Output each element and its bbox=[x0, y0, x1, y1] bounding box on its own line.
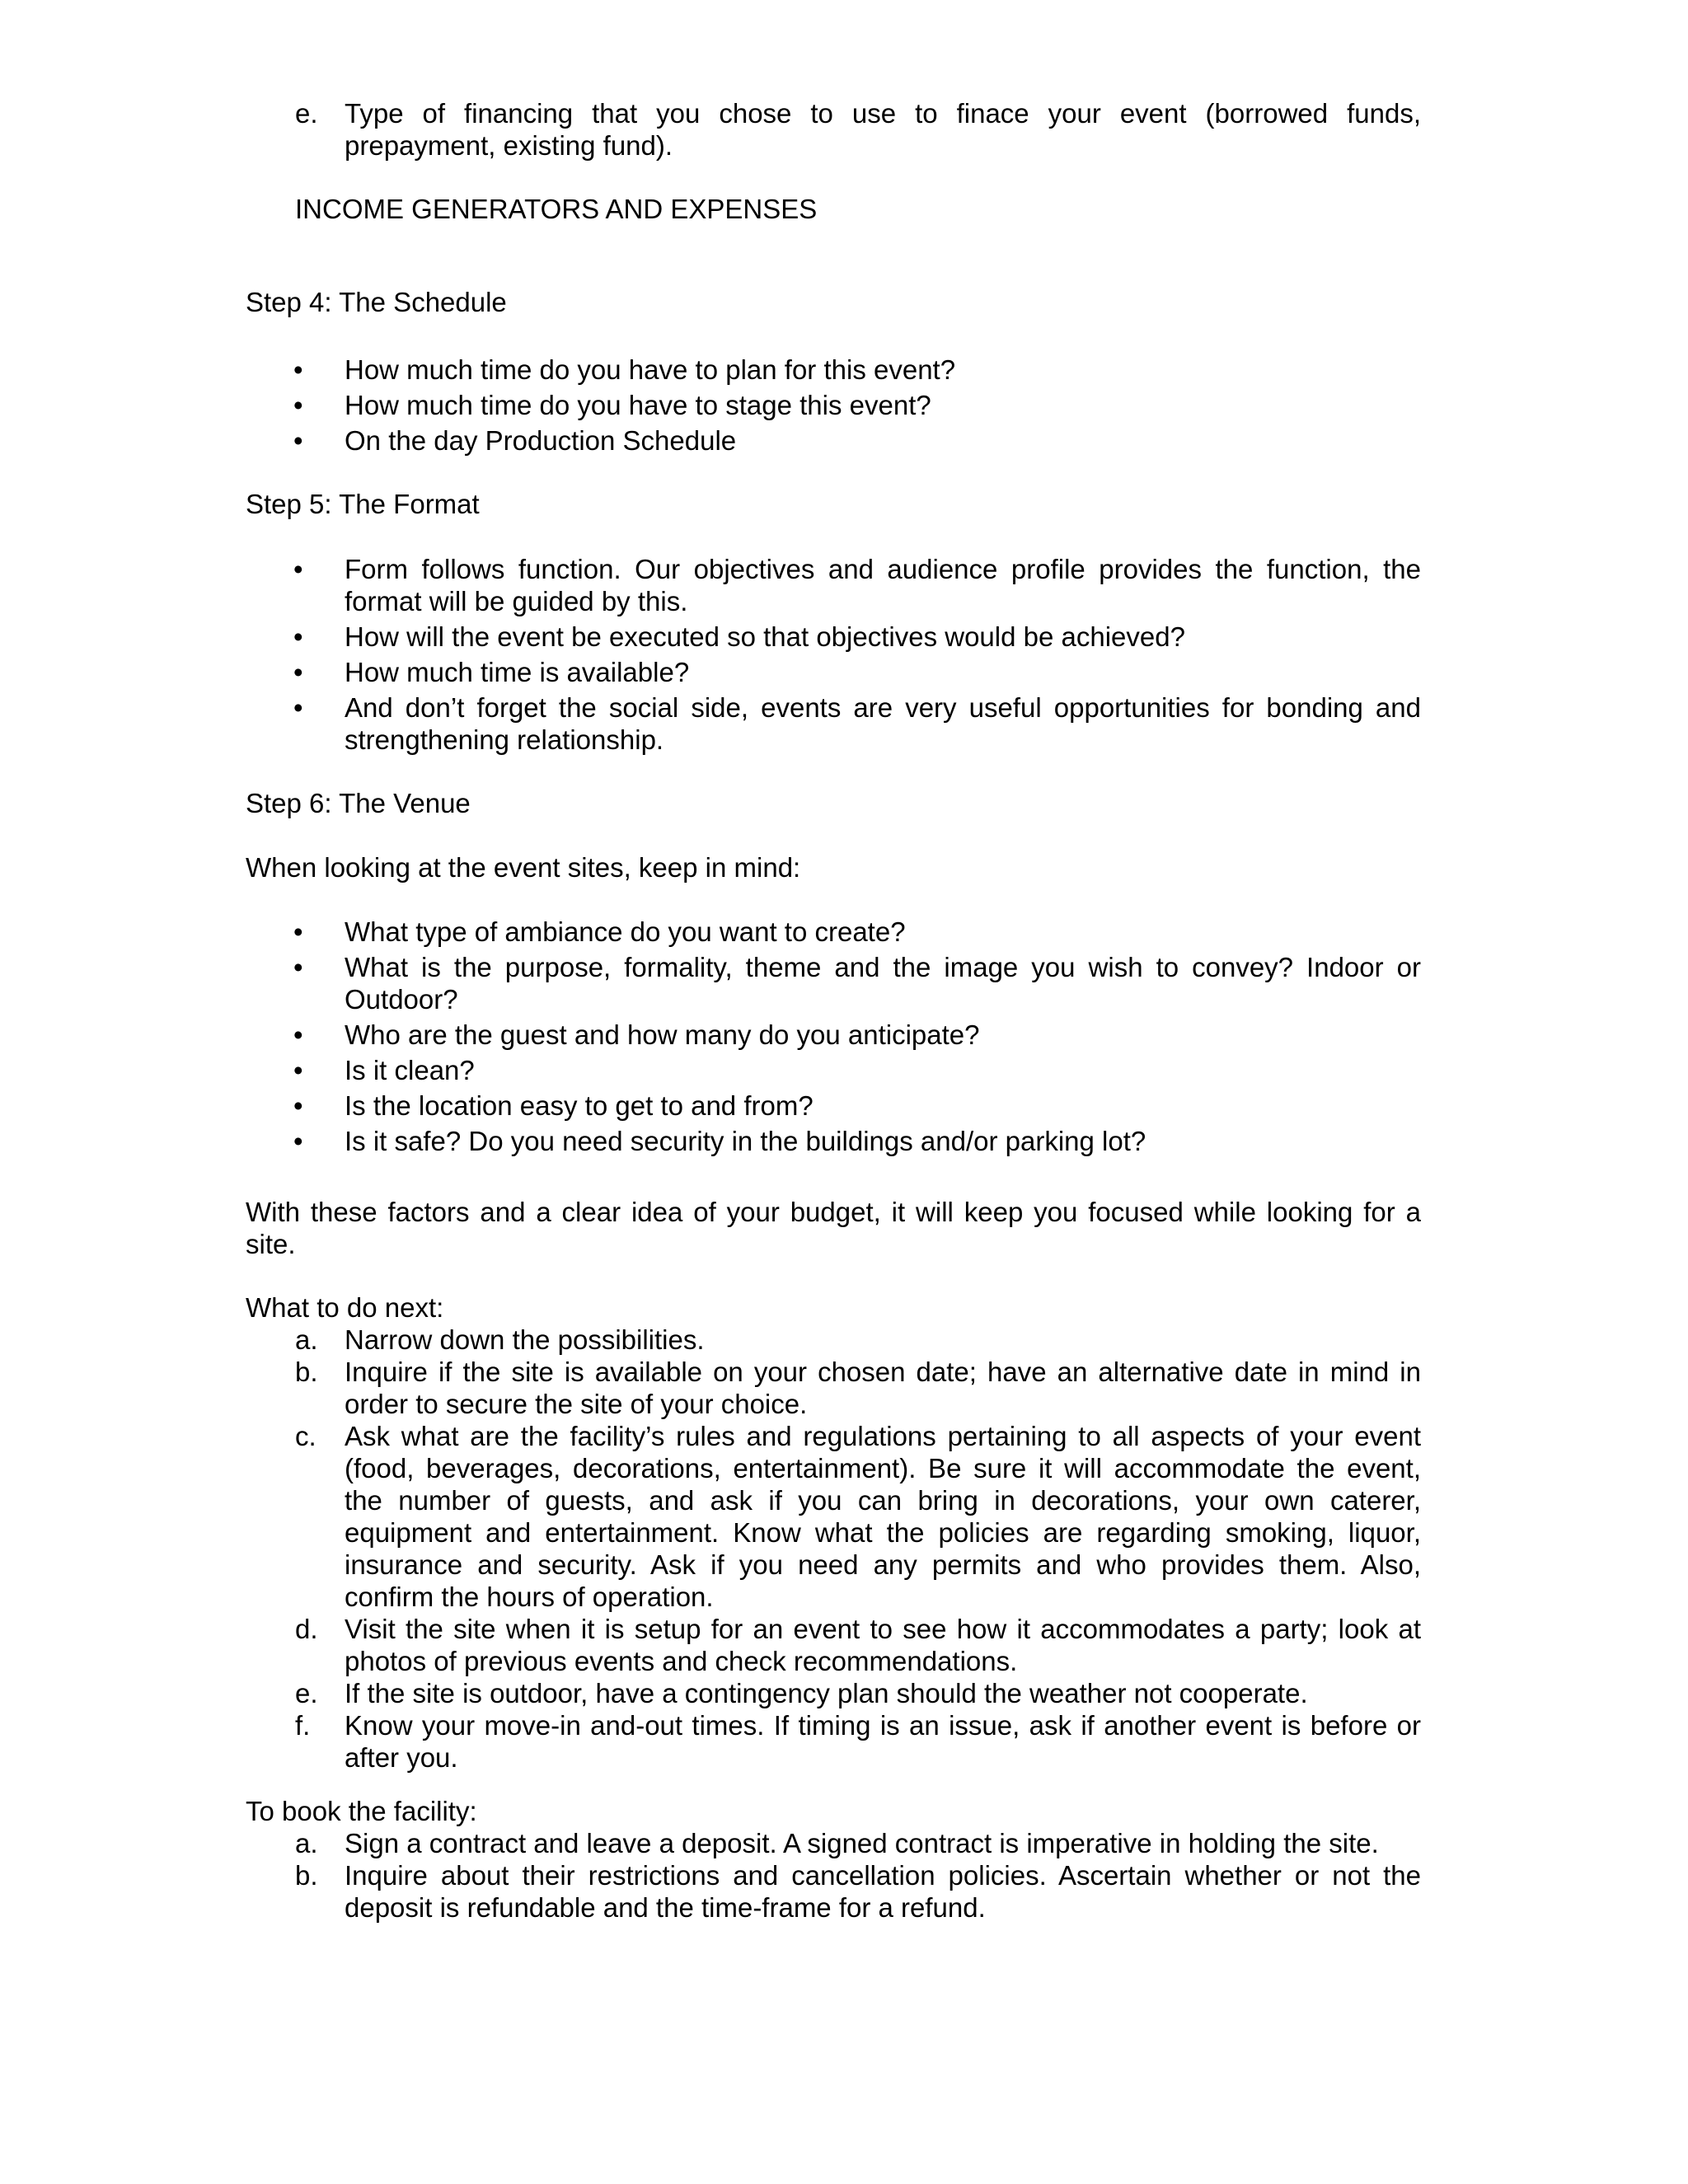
list-item bbox=[246, 1356, 1421, 1420]
step5-list bbox=[246, 553, 1421, 756]
list-item bbox=[246, 1859, 1421, 1924]
list-item bbox=[246, 1709, 1421, 1774]
step4-title-block bbox=[246, 286, 1421, 318]
list-item bbox=[246, 691, 1421, 756]
book-title: To book the facility: bbox=[246, 1796, 477, 1826]
item-text: Visit the site when it is setup for an event to see how it accommodates a party; look at photos of previous events and check recommendations. bbox=[345, 1614, 1421, 1676]
list-item bbox=[246, 1019, 1421, 1051]
bullet-icon: • bbox=[293, 692, 303, 723]
bullet-icon: • bbox=[293, 621, 303, 652]
financing-item bbox=[246, 97, 1421, 162]
list-item bbox=[246, 1054, 1421, 1086]
list-item bbox=[246, 1613, 1421, 1677]
step4-title: Step 4: The Schedule bbox=[246, 287, 507, 317]
item-text: Ask what are the facility’s rules and regulations pertaining to all aspects of your event (food, beverages, decorations, entertainment). Be sure it will accommodate the event, the number of guests, and ask if you can bring in decorations, your own caterer, equipment and entertainment. Know what the policies are regarding smoking, liquor, insurance and security. Ask if you need any permits and who provides them. Also, confirm the hours of operation. bbox=[345, 1421, 1421, 1612]
bullet-icon: • bbox=[293, 1019, 303, 1050]
list-item bbox=[246, 1677, 1421, 1709]
item-marker: e. bbox=[295, 98, 318, 129]
item-text: Inquire if the site is available on your chosen date; have an alternative date in mind in order to secure the site of your choice. bbox=[345, 1357, 1421, 1419]
item-text: Is it safe? Do you need security in the buildings and/or parking lot? bbox=[345, 1126, 1146, 1156]
list-item bbox=[246, 1125, 1421, 1157]
item-text: Form follows function. Our objectives and audience profile provides the function, the format will be guided by this. bbox=[345, 554, 1421, 616]
step6-title: Step 6: The Venue bbox=[246, 788, 471, 818]
next-title: What to do next: bbox=[246, 1292, 444, 1323]
section-heading: INCOME GENERATORS AND EXPENSES bbox=[295, 194, 818, 224]
item-text: If the site is outdoor, have a contingency plan should the weather not cooperate. bbox=[345, 1678, 1308, 1708]
list-item bbox=[246, 553, 1421, 617]
income-heading bbox=[295, 193, 1421, 225]
next-title-block bbox=[246, 1291, 1421, 1324]
item-marker: c. bbox=[295, 1421, 316, 1451]
item-text: What type of ambiance do you want to create? bbox=[345, 916, 906, 947]
list-item bbox=[246, 951, 1421, 1015]
bullet-icon: • bbox=[293, 1090, 303, 1121]
item-marker: a. bbox=[295, 1324, 318, 1355]
list-item bbox=[246, 916, 1421, 948]
list-item bbox=[246, 1420, 1421, 1613]
bullet-icon: • bbox=[293, 916, 303, 947]
step4-list bbox=[246, 352, 1421, 458]
list-item bbox=[246, 1827, 1421, 1859]
next-list bbox=[246, 1324, 1421, 1774]
item-marker: d. bbox=[295, 1614, 318, 1644]
step6-summary-block bbox=[246, 1196, 1421, 1260]
item-text: And don’t forget the social side, events are very useful opportunities for bonding and strengthening relationship. bbox=[345, 692, 1421, 755]
item-text: Sign a contract and leave a deposit. A signed contract is imperative in holding the site. bbox=[345, 1828, 1379, 1858]
list-item bbox=[246, 1324, 1421, 1356]
list-item bbox=[246, 1090, 1421, 1122]
bullet-icon: • bbox=[293, 554, 303, 584]
list-item bbox=[246, 97, 1421, 162]
item-text: Is it clean? bbox=[345, 1055, 475, 1085]
item-marker: b. bbox=[295, 1357, 318, 1387]
bullet-icon: • bbox=[293, 354, 303, 385]
item-marker: f. bbox=[295, 1710, 311, 1741]
step5-title: Step 5: The Format bbox=[246, 489, 480, 519]
book-title-block bbox=[246, 1795, 1421, 1827]
item-text: How will the event be executed so that objectives would be achieved? bbox=[345, 621, 1185, 652]
item-text: How much time is available? bbox=[345, 657, 690, 687]
step6-title-block bbox=[246, 787, 1421, 819]
item-text: What is the purpose, formality, theme and the image you wish to convey? Indoor or Outdoor? bbox=[345, 952, 1421, 1015]
item-text: Narrow down the possibilities. bbox=[345, 1324, 705, 1355]
bullet-icon: • bbox=[293, 1126, 303, 1156]
item-text: Who are the guest and how many do you anticipate? bbox=[345, 1019, 980, 1050]
item-text: How much time do you have to plan for this event? bbox=[345, 354, 956, 385]
item-marker: b. bbox=[295, 1860, 318, 1891]
item-text: Inquire about their restrictions and cancellation policies. Ascertain whether or not the deposit is refundable and the time-frame for a refund. bbox=[345, 1860, 1421, 1923]
item-marker: a. bbox=[295, 1828, 318, 1858]
item-marker: e. bbox=[295, 1678, 318, 1708]
list-item bbox=[246, 352, 1421, 387]
book-list bbox=[246, 1827, 1421, 1924]
step5-title-block bbox=[246, 488, 1421, 520]
list-item bbox=[246, 656, 1421, 688]
bullet-icon: • bbox=[293, 390, 303, 420]
item-text: How much time do you have to stage this event? bbox=[345, 390, 931, 420]
step6-list bbox=[246, 916, 1421, 1157]
bullet-icon: • bbox=[293, 1055, 303, 1085]
step6-intro: When looking at the event sites, keep in mind: bbox=[246, 852, 801, 883]
item-text: Know your move-in and-out times. If timing is an issue, ask if another event is before or after you. bbox=[345, 1710, 1421, 1773]
bullet-icon: • bbox=[293, 952, 303, 982]
item-text: Type of financing that you chose to use to finace your event (borrowed funds, prepayment, existing fund). bbox=[345, 98, 1421, 161]
list-item bbox=[246, 423, 1421, 458]
bullet-icon: • bbox=[293, 425, 303, 456]
item-text: On the day Production Schedule bbox=[345, 425, 737, 456]
bullet-icon: • bbox=[293, 657, 303, 687]
step6-summary: With these factors and a clear idea of your budget, it will keep you focused while looking for a site. bbox=[246, 1197, 1421, 1259]
step6-intro-block bbox=[246, 851, 1421, 883]
list-item bbox=[246, 621, 1421, 653]
list-item bbox=[246, 387, 1421, 423]
item-text: Is the location easy to get to and from? bbox=[345, 1090, 814, 1121]
